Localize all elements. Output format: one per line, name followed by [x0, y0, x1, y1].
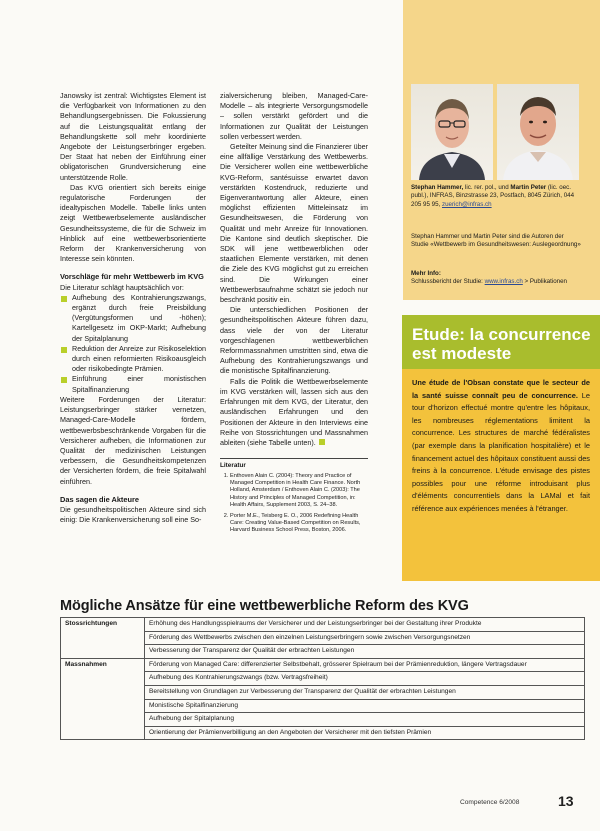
bullet-item: Aufhebung des Kontrahierungszwangs, ergänzt durch freie Preisbildung (Vergütungsformen und -höhen); Kartellgesetz im OKP-Markt; Aufhebung der Spitalplanung [60, 293, 206, 344]
article-column-1 [60, 91, 206, 525]
table-cell: Monistische Spitalfinanzierung [145, 699, 585, 713]
paragraph: zialversicherung bleiben, Managed-Care-Modelle – als integrierte Versorgungsmodelle – sollen verstärkt gefördert und die Informationen zur Qualität der Leistungen sollen verbessert werden. [220, 91, 368, 141]
bullet-item: Reduktion der Anreize zur Risikoselektion durch einen reformierten Risikoausgleich oder risikobedingte Prämien. [60, 344, 206, 375]
paragraph: Die unterschiedlichen Positionen der gesundheitspolitischen Akteure führen dazu, dass viele der von der Literatur vorgeschlagenen wettbewerblichen Reformmassnahmen umstritten sind, etwa die Aufhebung des Kontrahierungszwangs und die monistische Spitalfinanzierung. [220, 305, 368, 376]
bullet-list [60, 293, 206, 395]
table-row [61, 618, 585, 632]
paragraph: Das KVG orientiert sich bereits einige regulatorische Forderungen der idealtypischen Modelle. Tabelle links unten zeigt Wettbewerbselemente ausländischer Gesundheitssysteme, die für die Schweiz im Hinblick auf eine wettbewerbsorientierte Reform der Krankenversicherung von Interesse sein könnten. [60, 182, 206, 264]
subheading: Das sagen die Akteure [60, 494, 140, 504]
author-name: Stephan Hammer, [411, 184, 464, 191]
more-info [411, 270, 581, 287]
etude-text: Le tour d'horizon effectué montre qu'entre les hôpitaux, les nombreuses réglementations limitent la concurrence. Les structures de marché fédéralistes (par exemple dans la planification hospitalière) et le financement actuel des hôpitaux constituent aussi des freins à la concurrence. L'étude envisage des pistes possibles pour une réforme introduisant plus d'éléments concurrentiels dans la LAMal et fait référence aux expériences menées à l'étranger. [412, 390, 590, 513]
literature-item: 2. Porter M.E., Teisberg E. O., 2006 Redefining Health Care: Creating Value-Based Competition on Results, Harvard Business School Press, Boston, 2006. [230, 513, 368, 535]
paragraph: Geteilter Meinung sind die Finanzierer über eine allfällige Verstärkung des Wettbewerbs. Die Versicherer wollen eine wettbewerbliche KVG-Reform, santésuisse erwartet davon verstärkten Kostendruck, reduzierte und Eigenverantwortung aller Akteure, einen möglichst effizienten Mitteleinsatz im Gesundheitswesen, die Förderung von Qualität und mehr Anreize für Innovationen. Die Kantone sind deutlich skeptischer. Die SDK will jene wettbewerblichen oder staatlichen Elemente verstärken, mit denen die Ziele des KVG möglichst gut zu erreichen sind. Die Wirkungen einer Wettbewerbsaufnahme schätzt sie jedoch nur beschränkt positiv ein. [220, 142, 368, 305]
page-number: 13 [558, 793, 574, 809]
more-info-text: Schlussbericht der Studie: [411, 278, 485, 286]
table-cell: Verbesserung der Transparenz der Qualität der erbrachten Leistungen [145, 645, 585, 659]
author-details: lic. rer. pol., und [465, 184, 511, 191]
literature-list [220, 473, 368, 535]
author-email-link[interactable]: zuerich@infras.ch [441, 200, 492, 208]
more-info-label: Mehr Info: [411, 270, 441, 277]
paragraph: Weitere Forderungen der Literatur: Leistungserbringer stärker vernetzen, Managed-Care-Modelle fördern, wettbewerbsbeschränkende Vorgaben für die Versicherer aufheben, die Informationen zur Qualität der medizinischen Leistungen verbessern, die Gesundheitskompetenzen der Versicherten fördern, die freie Spitalwahl einführen. [60, 394, 206, 486]
literature-box [220, 458, 368, 535]
paragraph-text: Falls die Politik die Wettbewerbselemente im KVG verstärken will, lassen sich aus den Erfahrungen mit dem KVG, der Literatur, den ausländischen Erfahrungen und den Positionen der Akteure in den Interviews eine Reihe von Stossrichtungen und Massnahmen ableiten (siehe Tabelle unten). [220, 376, 368, 447]
etude-box [402, 315, 600, 581]
publication-name: Competence 6/2008 [460, 799, 520, 806]
literature-item: 1. Enthoven Alain C. (2004): Theory and Practice of Managed Competition in Health Care Finance. North Holland, Amsterdam / Enthoven Alain C. (2003): The History and Principles of Managed Competition, in: Health Affairs, Supplement 2003, S. 24–38. [230, 473, 368, 510]
table-cell: Erhöhung des Handlungsspielraums der Versicherer und der Leistungserbringer bei der Gestaltung ihrer Produkte [145, 618, 585, 632]
table-cell: Orientierung der Prämienverbilligung an den Angeboten der Versicherer mit den tiefsten Prämien [145, 726, 585, 740]
etude-title: Etude: la concurrence est modeste [412, 325, 591, 363]
table-cell: Förderung des Wettbewerbs zwischen den einzelnen Leistungserbringern sowie zwischen Versorgungsnetzen [145, 631, 585, 645]
paragraph: Die Literatur schlägt hauptsächlich vor: [60, 282, 184, 292]
more-info-text-2: > Publikationen [522, 278, 567, 286]
author-name: Martin Peter [510, 184, 547, 191]
end-mark-icon [319, 439, 325, 445]
literature-title: Literatur [220, 462, 246, 470]
table-cell: Bereitstellung von Grundlagen zur Verbesserung der Transparenz der Qualität der erbrachten Leistungen [145, 685, 585, 699]
paragraph: Janowsky ist zentral: Wichtigstes Element ist die Verfügbarkeit von Informationen zu den Behandlungsergebnissen. Die Fokussierung auf die Leistungsqualität entlang der Behandlungskette soll mehr koordinierte Angebote der Leistungserbringer ergeben. Der Staat hat neben der Einführung einer obligatorischen Grundversicherung eine unterstützende Rolle. [60, 91, 206, 182]
table-group-label: Massnahmen [61, 658, 145, 740]
author-photo-peter [497, 84, 579, 180]
paragraph: Die gesundheitspolitischen Akteure sind sich einig: Die Krankenversicherung soll eine So- [60, 504, 206, 525]
table-cell: Aufhebung des Kontrahierungszwangs (bzw. Vertragsfreiheit) [145, 672, 585, 686]
author-details: (lic. oec. publ.), INFRAS, Binzstrasse 23, Postfach, 8045 Zürich, 044 205 95 95, [411, 184, 575, 208]
author-bio [411, 184, 581, 209]
subheading: Vorschläge für mehr Wettbewerb im KVG [60, 272, 204, 282]
author-photo-hammer [411, 84, 493, 180]
etude-body [412, 377, 590, 516]
portrait-image [411, 84, 493, 180]
reform-table [60, 617, 585, 740]
etude-header [402, 315, 600, 369]
more-info-link[interactable]: www.infras.ch [484, 278, 523, 286]
author-role: Stephan Hammer und Martin Peter sind die Autoren der Studie «Wettbewerb im Gesundheitswesen: Auslegeordnung» [411, 233, 581, 249]
paragraph [220, 377, 368, 448]
portrait-image [497, 84, 579, 180]
bullet-item: Einführung einer monistischen Spitalfinanzierung [60, 374, 206, 394]
etude-lead: Une étude de l'Obsan constate que le secteur de la santé suisse connaît peu de concurrence. [412, 378, 590, 400]
table-cell: Förderung von Managed Care: differenzierter Selbstbehalt, grösserer Spielraum bei der Prämienreduktion, längere Vertragsdauer [145, 658, 585, 672]
table-title: Mögliche Ansätze für eine wettbewerbliche Reform des KVG [60, 598, 469, 614]
article-column-2 [220, 91, 368, 538]
table-cell: Aufhebung der Spitalplanung [145, 713, 585, 727]
table-group-label: Stossrichtungen [61, 618, 145, 659]
table-row [61, 658, 585, 672]
